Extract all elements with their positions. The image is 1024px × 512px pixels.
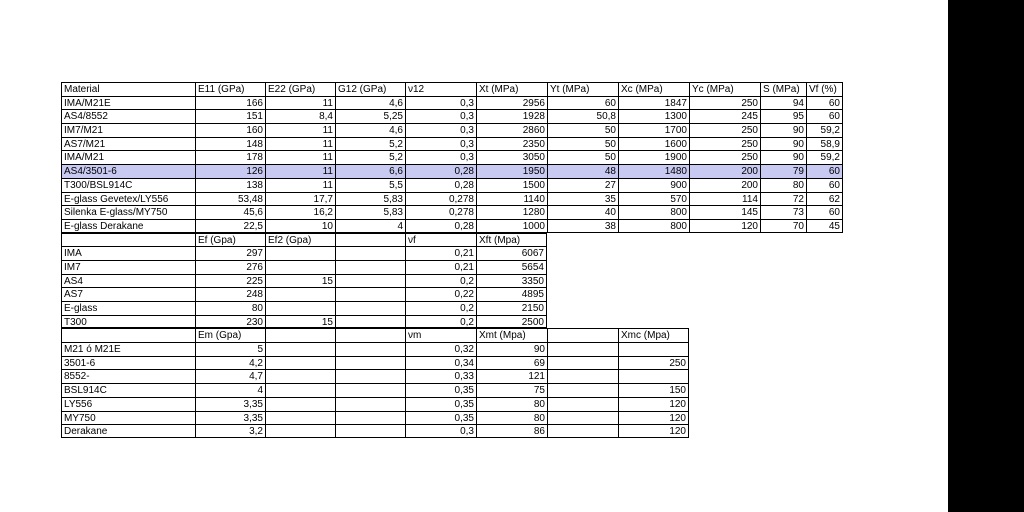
matrix-cell[interactable]: 3,2 — [195, 424, 265, 438]
header-cell[interactable]: ν12 — [405, 82, 476, 96]
composite-cell[interactable]: 1480 — [618, 164, 689, 178]
matrix-cell[interactable]: 0,35 — [405, 397, 476, 411]
matrices-header-row — [61, 328, 843, 342]
header-cell[interactable]: Xc (MPa) — [618, 82, 689, 96]
fiber-cell[interactable]: 0,2 — [405, 274, 476, 288]
fiber-cell[interactable]: 2500 — [476, 315, 547, 329]
header-cell[interactable]: νm — [405, 328, 476, 342]
composite-cell[interactable]: 0,278 — [405, 192, 476, 206]
composite-cell[interactable]: 58,9 — [806, 137, 843, 151]
composite-cell[interactable]: 250 — [689, 123, 760, 137]
matrix-row — [61, 342, 843, 356]
composite-cell[interactable]: IMA/M21E — [61, 96, 195, 110]
fiber-cell[interactable] — [265, 287, 335, 301]
composite-cell[interactable]: 1700 — [618, 123, 689, 137]
black-side-panel — [948, 0, 1024, 512]
composite-cell[interactable]: T300/BSL914C — [61, 178, 195, 192]
fibers-header-row — [61, 233, 843, 247]
matrix-cell[interactable]: 3,35 — [195, 397, 265, 411]
composite-cell[interactable]: 35 — [547, 192, 618, 206]
composite-cell[interactable]: 138 — [195, 178, 265, 192]
fiber-row — [61, 301, 843, 315]
composite-cell[interactable]: 200 — [689, 178, 760, 192]
composite-cell[interactable]: 120 — [689, 219, 760, 233]
fiber-cell[interactable]: 276 — [195, 260, 265, 274]
header-cell[interactable]: Xmt (Mpa) — [476, 328, 547, 342]
composite-cell[interactable]: 2350 — [476, 137, 547, 151]
matrix-cell[interactable] — [335, 369, 405, 383]
composite-cell[interactable]: 70 — [760, 219, 806, 233]
composite-cell[interactable]: 0,3 — [405, 109, 476, 123]
fiber-cell[interactable] — [265, 246, 335, 260]
composite-cell[interactable]: 90 — [760, 150, 806, 164]
composite-cell[interactable]: 5,83 — [335, 205, 405, 219]
header-cell[interactable] — [335, 233, 405, 247]
composite-cell[interactable]: 17,7 — [265, 192, 335, 206]
matrix-cell[interactable]: 5 — [195, 342, 265, 356]
matrix-cell[interactable]: 3501-6 — [61, 356, 195, 370]
composite-cell[interactable]: 4,6 — [335, 123, 405, 137]
fiber-row — [61, 315, 843, 329]
composite-cell[interactable]: 90 — [760, 137, 806, 151]
fiber-cell[interactable]: AS7 — [61, 287, 195, 301]
composite-cell[interactable]: 73 — [760, 205, 806, 219]
composite-cell[interactable]: E-glass Gevetex/LY556 — [61, 192, 195, 206]
matrix-cell[interactable]: 8552- — [61, 369, 195, 383]
composite-cell[interactable]: 148 — [195, 137, 265, 151]
fiber-cell[interactable]: 15 — [265, 274, 335, 288]
composite-cell[interactable]: 60 — [547, 96, 618, 110]
composite-cell[interactable]: 79 — [760, 164, 806, 178]
fiber-cell[interactable]: E-glass — [61, 301, 195, 315]
composite-cell[interactable]: 95 — [760, 109, 806, 123]
composite-cell[interactable]: 0,28 — [405, 178, 476, 192]
composite-cell[interactable]: 800 — [618, 205, 689, 219]
header-cell[interactable]: Xmc (Mpa) — [618, 328, 689, 342]
header-cell[interactable]: Yc (MPa) — [689, 82, 760, 96]
fiber-row — [61, 287, 843, 301]
composite-cell[interactable]: 178 — [195, 150, 265, 164]
composite-cell[interactable]: 5,2 — [335, 150, 405, 164]
spreadsheet-grid — [61, 82, 843, 438]
composite-cell[interactable]: 4 — [335, 219, 405, 233]
matrix-cell[interactable]: 4 — [195, 383, 265, 397]
composite-cell[interactable]: 1600 — [618, 137, 689, 151]
composite-cell[interactable]: 27 — [547, 178, 618, 192]
header-cell[interactable]: S (MPa) — [760, 82, 806, 96]
composite-cell[interactable]: 53,48 — [195, 192, 265, 206]
composite-cell[interactable]: AS7/M21 — [61, 137, 195, 151]
matrix-cell[interactable]: Derakane — [61, 424, 195, 438]
matrix-cell[interactable]: 0,34 — [405, 356, 476, 370]
header-cell[interactable] — [61, 233, 195, 247]
composite-cell[interactable]: 250 — [689, 137, 760, 151]
composite-cell[interactable]: IM7/M21 — [61, 123, 195, 137]
header-cell[interactable]: Em (Gpa) — [195, 328, 265, 342]
matrix-row — [61, 356, 843, 370]
composite-row — [61, 123, 843, 137]
matrix-cell[interactable] — [335, 397, 405, 411]
fiber-cell[interactable]: 80 — [195, 301, 265, 315]
matrix-cell[interactable]: 4,7 — [195, 369, 265, 383]
composite-cell[interactable]: 1900 — [618, 150, 689, 164]
header-cell[interactable]: G12 (GPa) — [335, 82, 405, 96]
composite-cell[interactable]: 11 — [265, 150, 335, 164]
composite-cell[interactable]: 11 — [265, 137, 335, 151]
matrix-cell[interactable] — [265, 397, 335, 411]
composite-cell[interactable]: 250 — [689, 96, 760, 110]
fiber-cell[interactable] — [265, 260, 335, 274]
composite-row — [61, 96, 843, 110]
fiber-cell[interactable]: 3350 — [476, 274, 547, 288]
fiber-cell[interactable]: 0,22 — [405, 287, 476, 301]
composite-cell[interactable]: 145 — [689, 205, 760, 219]
matrix-cell[interactable] — [335, 356, 405, 370]
header-cell[interactable]: Xft (Mpa) — [476, 233, 547, 247]
matrix-row — [61, 411, 843, 425]
header-cell[interactable]: Ef (Gpa) — [195, 233, 265, 247]
header-cell[interactable]: Xt (MPa) — [476, 82, 547, 96]
composite-row — [61, 178, 843, 192]
header-cell[interactable]: E22 (GPa) — [265, 82, 335, 96]
fiber-cell[interactable]: 0,21 — [405, 260, 476, 274]
matrix-cell[interactable]: 75 — [476, 383, 547, 397]
fiber-cell[interactable]: 0,2 — [405, 315, 476, 329]
matrix-cell[interactable] — [265, 424, 335, 438]
matrix-cell[interactable] — [618, 369, 689, 383]
composite-cell[interactable]: 11 — [265, 123, 335, 137]
composite-cell[interactable]: 50,8 — [547, 109, 618, 123]
fiber-cell[interactable] — [335, 274, 405, 288]
matrix-cell[interactable]: 86 — [476, 424, 547, 438]
composite-cell[interactable]: 90 — [760, 123, 806, 137]
fiber-cell[interactable] — [335, 287, 405, 301]
fiber-cell[interactable]: 0,21 — [405, 246, 476, 260]
header-cell[interactable]: νf — [405, 233, 476, 247]
composite-cell[interactable]: 10 — [265, 219, 335, 233]
matrix-cell[interactable]: LY556 — [61, 397, 195, 411]
fiber-cell[interactable]: 6067 — [476, 246, 547, 260]
composite-cell[interactable]: 5,2 — [335, 137, 405, 151]
fiber-cell[interactable]: AS4 — [61, 274, 195, 288]
matrix-cell[interactable]: 250 — [618, 356, 689, 370]
composite-cell[interactable]: 114 — [689, 192, 760, 206]
composite-cell[interactable]: 250 — [689, 150, 760, 164]
composite-cell[interactable]: E-glass Derakane — [61, 219, 195, 233]
matrix-cell[interactable] — [547, 356, 618, 370]
matrix-cell[interactable]: 69 — [476, 356, 547, 370]
composite-cell[interactable]: 1280 — [476, 205, 547, 219]
fiber-cell[interactable]: 4895 — [476, 287, 547, 301]
matrix-cell[interactable]: 0,32 — [405, 342, 476, 356]
matrix-cell[interactable]: 0,33 — [405, 369, 476, 383]
composite-cell[interactable]: 60 — [806, 178, 843, 192]
fiber-cell[interactable] — [335, 301, 405, 315]
matrix-cell[interactable] — [335, 383, 405, 397]
header-cell[interactable]: Material — [61, 82, 195, 96]
fiber-cell[interactable]: T300 — [61, 315, 195, 329]
matrix-cell[interactable] — [335, 424, 405, 438]
composite-cell[interactable]: 11 — [265, 96, 335, 110]
composite-cell[interactable]: 5,83 — [335, 192, 405, 206]
composite-cell[interactable]: 60 — [806, 205, 843, 219]
composite-cell[interactable]: 11 — [265, 164, 335, 178]
matrix-cell[interactable]: 80 — [476, 411, 547, 425]
matrix-cell[interactable] — [265, 369, 335, 383]
composite-cell[interactable]: 6,6 — [335, 164, 405, 178]
composite-cell[interactable]: 126 — [195, 164, 265, 178]
composite-cell[interactable]: 94 — [760, 96, 806, 110]
header-cell[interactable]: Yt (MPa) — [547, 82, 618, 96]
matrix-cell[interactable]: 4,2 — [195, 356, 265, 370]
matrix-cell[interactable] — [547, 424, 618, 438]
composite-cell[interactable]: 80 — [760, 178, 806, 192]
fiber-row — [61, 260, 843, 274]
composite-cell[interactable]: 5,5 — [335, 178, 405, 192]
composite-row — [61, 109, 843, 123]
matrix-row — [61, 424, 843, 438]
composite-cell[interactable]: 166 — [195, 96, 265, 110]
composite-cell[interactable]: 40 — [547, 205, 618, 219]
matrix-cell[interactable] — [547, 369, 618, 383]
matrix-cell[interactable] — [547, 397, 618, 411]
composite-row — [61, 192, 843, 206]
composite-row — [61, 150, 843, 164]
composite-cell[interactable]: 1140 — [476, 192, 547, 206]
matrix-cell[interactable] — [265, 356, 335, 370]
composite-cell[interactable]: Silenka E-glass/MY750 — [61, 205, 195, 219]
composite-cell[interactable]: 59,2 — [806, 150, 843, 164]
matrix-cell[interactable]: 120 — [618, 411, 689, 425]
composite-cell[interactable]: AS4/3501-6 — [61, 164, 195, 178]
matrix-cell[interactable]: 0,35 — [405, 383, 476, 397]
matrix-cell[interactable] — [547, 342, 618, 356]
composite-cell[interactable]: 45 — [806, 219, 843, 233]
composite-cell[interactable]: 0,28 — [405, 219, 476, 233]
composite-cell[interactable]: 1928 — [476, 109, 547, 123]
header-cell[interactable]: E11 (GPa) — [195, 82, 265, 96]
matrix-cell[interactable] — [265, 342, 335, 356]
composite-cell[interactable]: 0,3 — [405, 123, 476, 137]
composite-cell[interactable]: 151 — [195, 109, 265, 123]
fiber-cell[interactable]: 297 — [195, 246, 265, 260]
composite-cell[interactable]: 2956 — [476, 96, 547, 110]
matrix-cell[interactable]: MY750 — [61, 411, 195, 425]
composite-cell[interactable]: 0,278 — [405, 205, 476, 219]
fiber-row — [61, 246, 843, 260]
matrix-cell[interactable]: 120 — [618, 424, 689, 438]
header-cell[interactable] — [335, 328, 405, 342]
composite-cell[interactable]: 800 — [618, 219, 689, 233]
header-cell[interactable] — [265, 328, 335, 342]
fiber-cell[interactable]: 230 — [195, 315, 265, 329]
matrix-row — [61, 397, 843, 411]
fiber-cell[interactable]: 248 — [195, 287, 265, 301]
matrix-cell[interactable]: 90 — [476, 342, 547, 356]
composite-cell[interactable]: 16,2 — [265, 205, 335, 219]
matrix-cell[interactable]: BSL914C — [61, 383, 195, 397]
composite-cell[interactable]: 0,3 — [405, 96, 476, 110]
composite-cell[interactable]: 160 — [195, 123, 265, 137]
fiber-cell[interactable]: 2150 — [476, 301, 547, 315]
composite-cell[interactable]: 0,3 — [405, 150, 476, 164]
header-cell[interactable] — [61, 328, 195, 342]
composite-cell[interactable]: 900 — [618, 178, 689, 192]
composite-cell[interactable]: 11 — [265, 178, 335, 192]
matrix-cell[interactable] — [547, 411, 618, 425]
fiber-cell[interactable] — [335, 260, 405, 274]
composite-cell[interactable]: 3050 — [476, 150, 547, 164]
matrix-cell[interactable]: 150 — [618, 383, 689, 397]
composite-row — [61, 137, 843, 151]
fiber-cell[interactable]: 15 — [265, 315, 335, 329]
composite-row — [61, 205, 843, 219]
fiber-row — [61, 274, 843, 288]
composite-cell[interactable]: 60 — [806, 96, 843, 110]
composite-cell[interactable]: 50 — [547, 123, 618, 137]
composite-cell[interactable]: 570 — [618, 192, 689, 206]
composite-cell[interactable]: 8,4 — [265, 109, 335, 123]
composite-cell[interactable]: 2860 — [476, 123, 547, 137]
composite-cell[interactable]: 5,25 — [335, 109, 405, 123]
composite-cell[interactable]: 0,3 — [405, 137, 476, 151]
composite-cell[interactable]: 60 — [806, 109, 843, 123]
matrix-cell[interactable]: 3,35 — [195, 411, 265, 425]
composite-row — [61, 164, 843, 178]
composite-cell[interactable]: 4,6 — [335, 96, 405, 110]
composite-cell[interactable]: 50 — [547, 137, 618, 151]
matrix-cell[interactable]: 120 — [618, 397, 689, 411]
composite-cell[interactable]: 1847 — [618, 96, 689, 110]
fiber-cell[interactable] — [265, 301, 335, 315]
matrix-cell[interactable]: 0,3 — [405, 424, 476, 438]
matrix-row — [61, 369, 843, 383]
fiber-cell[interactable] — [335, 315, 405, 329]
fiber-cell[interactable]: 0,2 — [405, 301, 476, 315]
matrix-cell[interactable]: M21 ó M21E — [61, 342, 195, 356]
matrix-cell[interactable] — [547, 383, 618, 397]
composites-header-row — [61, 82, 843, 96]
header-cell[interactable] — [547, 328, 618, 342]
matrix-cell[interactable] — [265, 411, 335, 425]
composite-cell[interactable]: AS4/8552 — [61, 109, 195, 123]
composite-cell[interactable]: 22,5 — [195, 219, 265, 233]
fiber-cell[interactable]: IMA — [61, 246, 195, 260]
header-cell[interactable]: Ef2 (Gpa) — [265, 233, 335, 247]
composite-cell[interactable]: 72 — [760, 192, 806, 206]
header-cell[interactable]: Vf (%) — [806, 82, 843, 96]
composite-cell[interactable]: 50 — [547, 150, 618, 164]
composite-cell[interactable]: 0,28 — [405, 164, 476, 178]
composite-cell[interactable]: 59,2 — [806, 123, 843, 137]
composite-cell[interactable]: 38 — [547, 219, 618, 233]
composite-cell[interactable]: 1300 — [618, 109, 689, 123]
matrix-cell[interactable]: 121 — [476, 369, 547, 383]
matrix-row — [61, 383, 843, 397]
composite-cell[interactable]: 1000 — [476, 219, 547, 233]
composite-cell[interactable]: 62 — [806, 192, 843, 206]
composite-row — [61, 219, 843, 233]
composite-cell[interactable]: 45,6 — [195, 205, 265, 219]
fiber-cell[interactable]: 5654 — [476, 260, 547, 274]
composite-cell[interactable]: 1500 — [476, 178, 547, 192]
fiber-cell[interactable]: 225 — [195, 274, 265, 288]
matrix-cell[interactable]: 0,35 — [405, 411, 476, 425]
matrix-cell[interactable] — [618, 342, 689, 356]
matrix-cell[interactable] — [335, 342, 405, 356]
matrix-cell[interactable] — [335, 411, 405, 425]
composite-cell[interactable]: 60 — [806, 164, 843, 178]
matrix-cell[interactable] — [265, 383, 335, 397]
matrix-cell[interactable]: 80 — [476, 397, 547, 411]
composite-cell[interactable]: 48 — [547, 164, 618, 178]
composite-cell[interactable]: 1950 — [476, 164, 547, 178]
composite-cell[interactable]: 245 — [689, 109, 760, 123]
composite-cell[interactable]: 200 — [689, 164, 760, 178]
composite-cell[interactable]: IMA/M21 — [61, 150, 195, 164]
fiber-cell[interactable]: IM7 — [61, 260, 195, 274]
fiber-cell[interactable] — [335, 246, 405, 260]
